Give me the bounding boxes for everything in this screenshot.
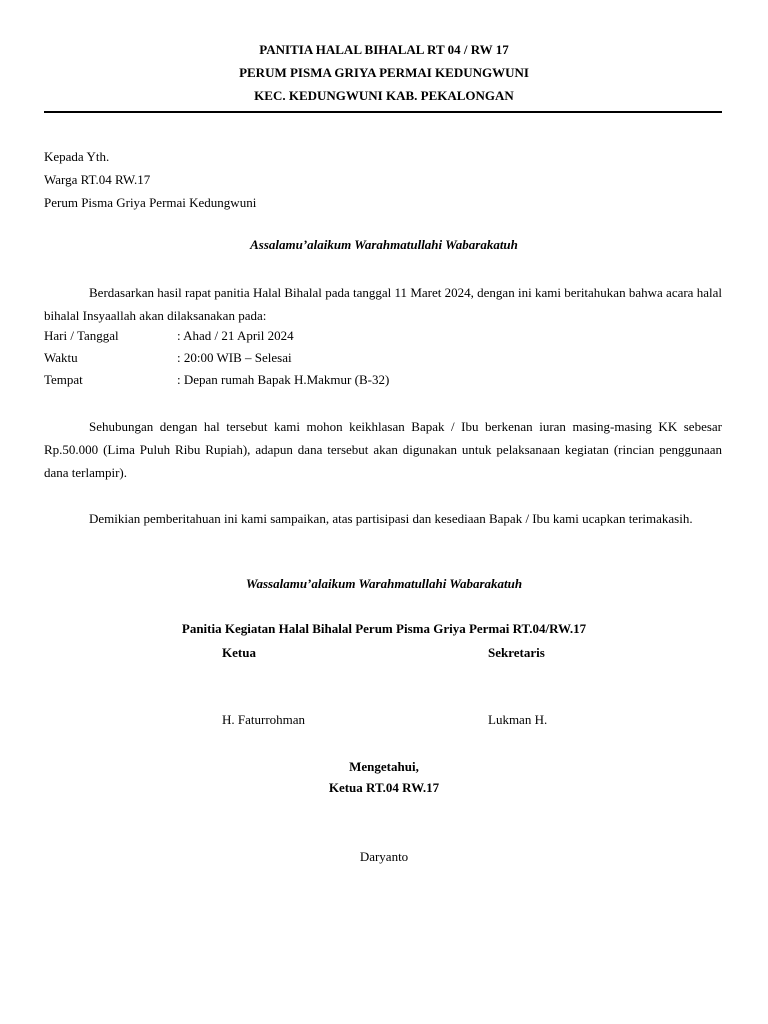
paragraph-closing-text: Demikian pemberitahuan ini kami sampaikan, atas partisipasi dan kesediaan Bapak / Ibu kami ucapkan terimakasih.: [89, 511, 693, 526]
paragraph-closing: [44, 507, 722, 530]
paragraph-announcement-text: Berdasarkan hasil rapat panitia Halal Bihalal pada tanggal 11 Maret 2024, dengan ini kami beritahukan bahwa acara halal bihalal Insyaallah akan dilaksanakan pada:: [44, 285, 722, 323]
rt-chair-name: Daryanto: [359, 849, 409, 864]
closing-greeting: Wassalamu’alaikum Warahmatullahi Wabarakatuh: [245, 576, 523, 591]
recipient-line-1: Kepada Yth.: [44, 149, 110, 164]
opening-greeting: Assalamu’alaikum Warahmatullahi Wabarakatuh: [250, 237, 518, 252]
recipient-block: [44, 145, 256, 214]
event-details: [44, 325, 389, 391]
secretary-role: Sekretaris: [488, 645, 545, 660]
letterhead: [0, 38, 768, 107]
detail-row-date: [44, 325, 389, 347]
letterhead-line-1: PANITIA HALAL BIHALAL RT 04 / RW 17: [259, 42, 509, 57]
paragraph-contribution-text: Sehubungan dengan hal tersebut kami mohon keikhlasan Bapak / Ibu berkenan iuran masing-masing KK sebesar Rp.50.000 (Lima Puluh Ribu Rupiah), adapun dana tersebut akan digunakan untuk pelaksanaan kegiatan (rincian penggunaan dana terlampir).: [44, 419, 722, 480]
detail-label: Hari / Tanggal: [44, 328, 119, 343]
detail-value: : Ahad / 21 April 2024: [177, 328, 294, 343]
detail-value: : Depan rumah Bapak H.Makmur (B-32): [177, 372, 390, 387]
detail-row-place: [44, 369, 389, 391]
detail-label: Waktu: [44, 350, 78, 365]
letterhead-line-3: KEC. KEDUNGWUNI KAB. PEKALONGAN: [254, 88, 514, 103]
paragraph-contribution: [44, 415, 722, 484]
committee-title: Panitia Kegiatan Halal Bihalal Perum Pisma Griya Permai RT.04/RW.17: [181, 621, 587, 636]
header-divider: [44, 111, 722, 113]
rt-chair-role: Ketua RT.04 RW.17: [328, 780, 440, 795]
recipient-line-3: Perum Pisma Griya Permai Kedungwuni: [44, 195, 257, 210]
acknowledge-label: Mengetahui,: [349, 759, 419, 774]
chair-role: Ketua: [222, 645, 256, 660]
recipient-line-2: Warga RT.04 RW.17: [44, 172, 151, 187]
detail-label: Tempat: [44, 372, 83, 387]
detail-value: : 20:00 WIB – Selesai: [177, 350, 292, 365]
chair-name: H. Faturrohman: [222, 712, 306, 727]
paragraph-announcement: [44, 281, 722, 327]
detail-row-time: [44, 347, 389, 369]
letterhead-line-2: PERUM PISMA GRIYA PERMAI KEDUNGWUNI: [239, 65, 529, 80]
secretary-name: Lukman H.: [488, 712, 548, 727]
